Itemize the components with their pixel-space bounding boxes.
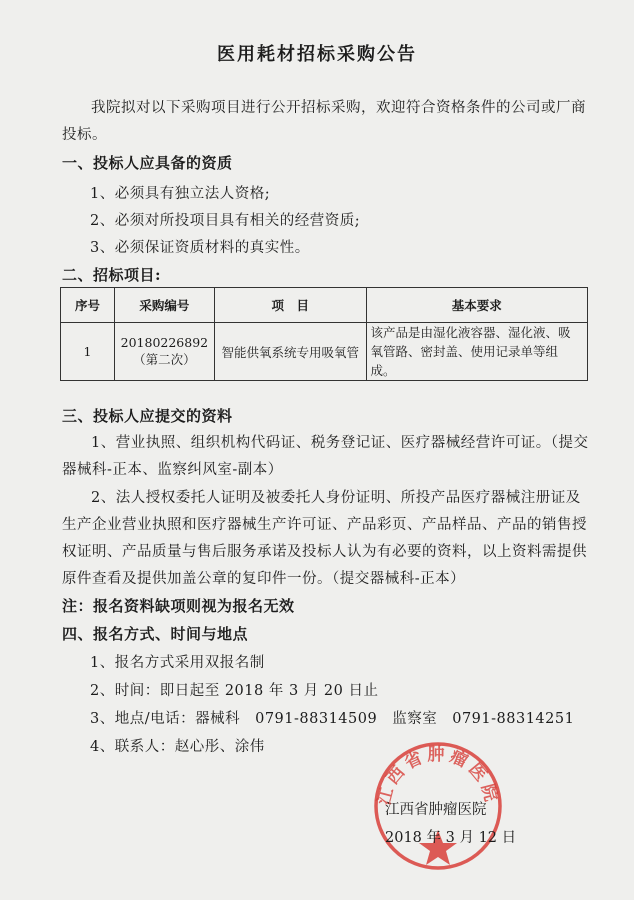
section4-item: 4、联系人：赵心彤、涂伟 [90,739,265,755]
section1-item: 2、必须对所投项目具有相关的经营资质; [90,213,361,229]
cell-item: 智能供氧系统专用吸氧管 [214,323,366,381]
section3-item: 1、营业执照、组织机构代码证、税务登记证、医疗器械经营许可证。（提交器械科-正本、监察纠风室-副本） [62,435,589,478]
cell-no: 1 [61,323,115,381]
column-header-item: 项 目 [214,288,366,323]
column-header-requirement: 基本要求 [366,288,587,323]
column-header-code: 采购编号 [114,288,214,323]
section1-heading: 一、投标人应具备的资质 [62,154,233,172]
table-header-row [61,288,588,323]
section4-item: 1、报名方式采用双报名制 [90,655,265,671]
cell-code [114,323,214,381]
section4-item: 2、时间：即日起至 2018 年 3 月 20 日止 [90,683,379,699]
table-row [61,323,588,381]
note-text: 注：报名资料缺项则视为报名无效 [62,597,295,615]
section3-heading: 三、投标人应提交的资料 [62,407,233,425]
section3-item: 2、法人授权委托人证明及被委托人身份证明、所投产品医疗器械注册证及生产企业营业执照和医疗器械生产许可证、产品彩页、产品样品、产品的销售授权证明、产品质量与售后服务承诺及投标人认为有必要的资料，以上资料需提供原件查看及提供加盖公章的复印件一份。（提交器械科-正本） [62,490,587,587]
document-title: 医用耗材招标采购公告 [217,44,417,65]
section1-item: 3、必须保证资质材料的真实性。 [90,240,310,256]
section2-heading: 二、招标项目: [62,266,162,284]
svg-text:江西省肿瘤医院: 江西省肿瘤医院 [374,745,502,808]
intro-paragraph: 我院拟对以下采购项目进行公开招标采购，欢迎符合资格条件的公司或厂商投标。 [62,100,586,143]
cell-requirement: 该产品是由湿化液容器、湿化液、吸氧管路、密封盖、使用记录单等组成。 [366,323,587,381]
section4-item: 3、地点/电话：器械科 0791-88314509 监察室 0791-88314251 [90,711,575,727]
signature-org: 江西省肿瘤医院 [385,802,487,818]
signature-date: 2018 年 3 月 12 日 [385,830,517,846]
section4-heading: 四、报名方式、时间与地点 [62,625,249,643]
column-header-no: 序号 [61,288,115,323]
procurement-table [60,287,588,381]
section1-item: 1、必须具有独立法人资格; [90,186,271,202]
cell-code-number: 20180226892 [120,335,209,350]
cell-code-note: （第二次） [133,352,196,367]
